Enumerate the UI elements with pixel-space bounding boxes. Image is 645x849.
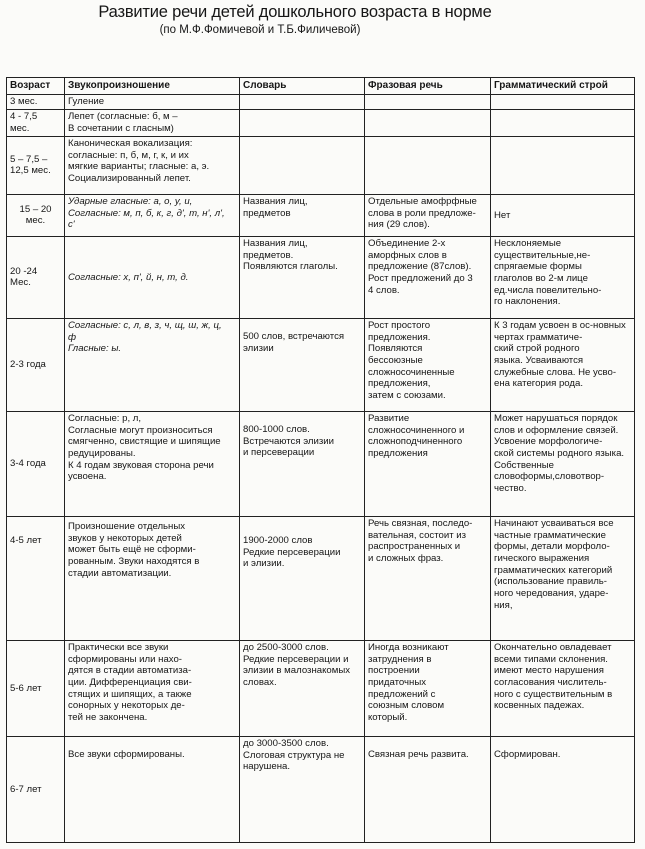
age-text: 15 – 20 мес. [19,203,52,227]
header-sound: Звукопроизношение [65,78,240,95]
vocab-cell [240,194,365,236]
sound-cell [65,236,240,318]
sound-cell [65,95,240,110]
sound-text: Согласные: р, л, Согласные могут произноситься смягченно, свистящие и шипящие редуцированы. К 4 годам звуковая сторона речи усвоена. [68,412,221,483]
age-cell [7,318,65,411]
sound-text: Практически все звуки сформированы или нахо- дятся в стадии автоматиза- ции. Дифференциация сви- стящих и шипящих, а также сонорных у некоторых де- тей не закончена. [68,641,192,724]
sound-text: Лепет (согласные: б, м – В сочетании с гласным) [68,110,178,134]
phrase-cell [365,516,491,640]
age-cell [7,516,65,640]
table-row [7,318,635,411]
age-text: 4 - 7,5 мес. [10,110,38,134]
grammar-cell [491,194,635,236]
phrase-text: Рост простого предложения. Появляются бессоюзные сложносочиненные предложения, затем с союзами. [368,319,455,402]
grammar-cell [491,109,635,136]
age-text: 3-4 года [10,458,46,470]
phrase-cell [365,95,491,110]
phrase-cell [365,136,491,194]
phrase-text: Развитие сложносочиненного и сложноподчиненного предложения [368,412,465,459]
vocab-text: 500 слов, встречаются элизии [243,330,345,354]
phrase-cell [365,109,491,136]
vocab-cell [240,109,365,136]
sound-cell [65,736,240,842]
phrase-text: Иногда возникают затруднения в построении придаточных предложений с союзным словом который. [368,641,449,724]
grammar-text: Окончательно овладевает всеми типами склонения. имеют место нарушения согласования числитель- ного с существительным в косвенных падежах. [494,641,613,712]
page-subtitle: (по М.Ф.Фомичевой и Т.Б.Филичевой) [159,24,361,36]
sound-cell [65,516,240,640]
phrase-cell [365,640,491,736]
table-row [7,640,635,736]
table-row [7,95,635,110]
age-text: 3 мес. [10,96,38,108]
phrase-cell [365,411,491,516]
grammar-text: Сформирован. [494,748,561,760]
age-cell [7,95,65,110]
vocab-cell [240,736,365,842]
phrase-cell [365,736,491,842]
vocab-cell [240,640,365,736]
age-text: 5-6 лет [10,682,42,694]
age-text: 5 – 7,5 – 12,5 мес. [10,153,51,177]
sound-text: Согласные: с, л, в, з, ч, щ, ш, ж, ц, ф Гласные: ы. [68,319,222,355]
phrase-cell [365,236,491,318]
grammar-cell [491,411,635,516]
age-text: 6-7 лет [10,783,42,795]
grammar-cell [491,516,635,640]
sound-cell [65,411,240,516]
vocab-text: 1900-2000 слов Редкие персеверации и элизии. [243,534,341,570]
table-header-row [7,78,635,95]
age-cell [7,640,65,736]
grammar-cell [491,95,635,110]
grammar-text: Несклоняемые существительные,не- спрягаемые формы глаголов во 2-м лице ед.числа повелительно- го наклонения. [494,237,602,308]
sound-text: Все звуки сформированы. [68,748,185,760]
sound-text: Гуление [68,96,105,108]
sound-text: Произношение отдельных звуков у некоторых детей может быть ещё не сформи- рованным. Звуки находятся в стадии автоматизации. [68,520,200,579]
header-phrase: Фразовая речь [365,78,491,95]
table-row [7,236,635,318]
age-cell [7,411,65,516]
grammar-text: Начинают усваиваться все частные грамматические формы, детали морфоло- гического выражения грамматических категорий (использование правиль- ного чередования, ударе- ния, [494,517,614,611]
grammar-cell [491,318,635,411]
sound-text: Ударные гласные: а, о, у, и, Согласные: м, п, б, к, г, д', т, н', л', с' [68,195,225,231]
vocab-text: 800-1000 слов. Встречаются элизии и персеверации [243,423,334,459]
table-row [7,136,635,194]
phrase-text: Объединение 2-х аморфных слов в предложение (87слов). Рост предложений до 3 4 слов. [368,237,473,296]
phrase-text: Связная речь развита. [368,748,469,760]
vocab-text: Названия лиц, предметов [243,195,308,219]
age-cell [7,109,65,136]
vocab-cell [240,136,365,194]
vocab-cell [240,516,365,640]
age-cell [7,136,65,194]
sound-cell [65,194,240,236]
phrase-cell [365,318,491,411]
vocab-cell [240,95,365,110]
vocab-text: до 3000-3500 слов. Слоговая структура не нарушена. [243,737,345,773]
age-cell [7,736,65,842]
vocab-text: до 2500-3000 слов. Редкие персеверации и элизии в малознакомых словах. [243,641,351,688]
sound-text: Каноническая вокализация: согласные: п, б, м, г, к, и их мягкие варианты; гласные: а, э. Социализированный лепет. [68,137,210,184]
table-row [7,736,635,842]
sound-cell [65,136,240,194]
header-age: Возраст [7,78,65,95]
vocab-cell [240,318,365,411]
grammar-cell [491,640,635,736]
table-row [7,109,635,136]
age-text: 2-3 года [10,359,46,371]
age-text: 4-5 лет [10,534,42,546]
phrase-text: Отдельные амофрфные слова в роли предложе- ния (29 слов). [368,195,477,231]
age-cell [7,194,65,236]
table-row [7,411,635,516]
grammar-text: К 3 годам усвоен в ос-новных чертах грамматиче- ский строй родного языка. Усваиваются служебные слова. Не усво- ена категория рода. [494,319,626,390]
page-title: Развитие речи детей дошкольного возраста в норме [98,3,492,21]
grammar-cell [491,136,635,194]
grammar-text: Может нарушаться порядок слов и оформление связей. Усвоение морфологиче- ской системы родного языка. Собственные словоформы,словотвор- чество. [494,412,625,495]
age-text: 20 -24 Мес. [10,265,38,289]
table-row [7,194,635,236]
vocab-cell [240,236,365,318]
sound-cell [65,109,240,136]
grammar-text: Нет [494,209,511,221]
phrase-cell [365,194,491,236]
grammar-cell [491,736,635,842]
sound-cell [65,318,240,411]
age-cell [7,236,65,318]
phrase-text: Речь связная, последо- вательная, состоит из распространенных и и сложных фраз. [368,517,473,564]
header-grammar: Грамматический строй [491,78,635,95]
grammar-cell [491,236,635,318]
speech-development-table [6,77,635,843]
vocab-text: Названия лиц, предметов. Появляются глаголы. [243,237,338,273]
header-vocab: Словарь [240,78,365,95]
sound-cell [65,640,240,736]
vocab-cell [240,411,365,516]
table-row [7,516,635,640]
sound-text: Согласные: х, п', й, н, т, д. [68,271,189,283]
